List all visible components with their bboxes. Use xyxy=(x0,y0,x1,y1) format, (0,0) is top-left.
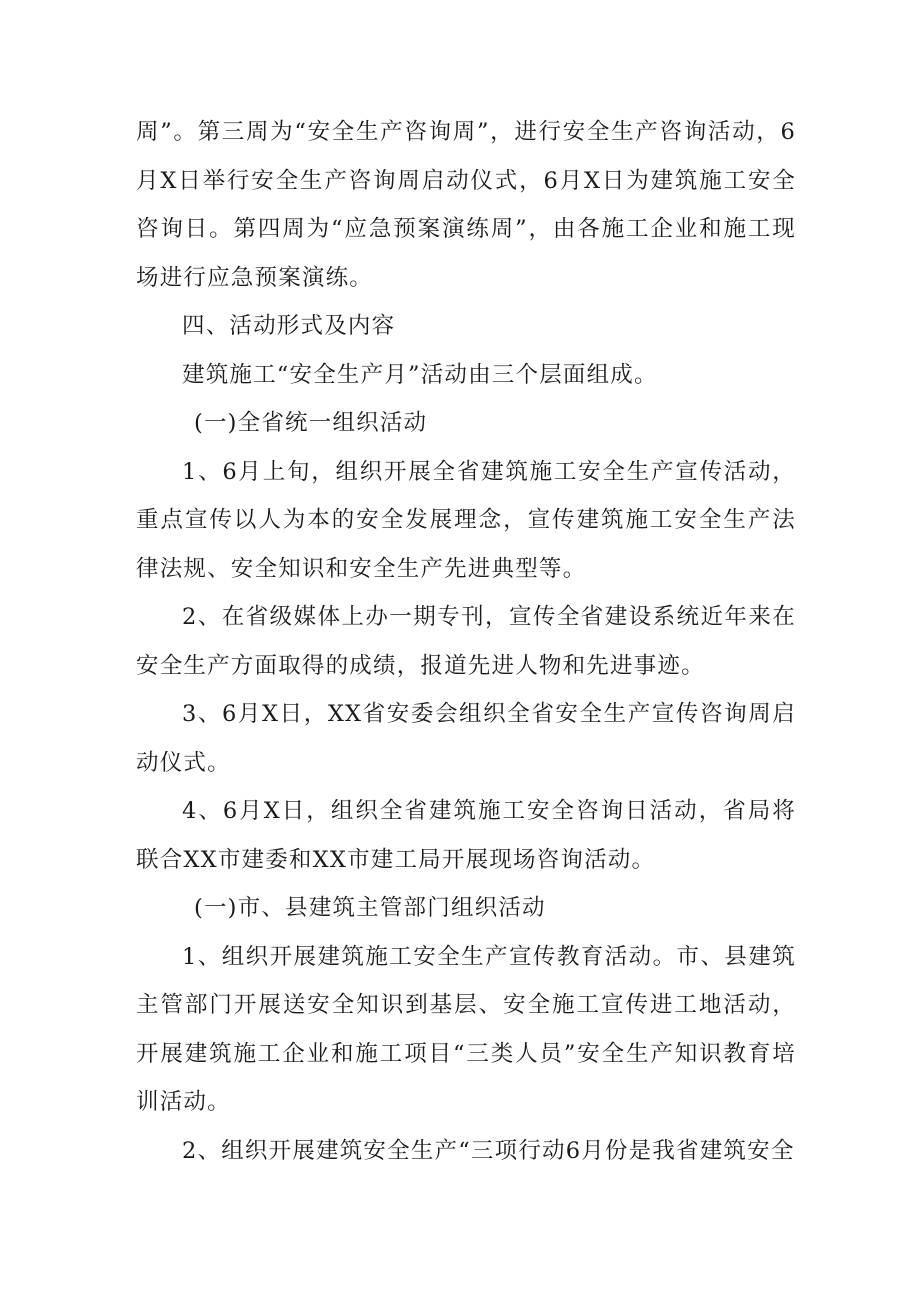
section-heading-4: 四、活动形式及内容 xyxy=(182,313,396,339)
list-item-1: 1、6月上旬，组织开展全省建筑施工安全生产宣传活动，重点宣传以人为本的安全发展理念，宣传建筑施工安全生产法律法规、安全知识和安全生产先进典型等。 xyxy=(136,458,796,582)
list-item-2: 2、在省级媒体上办一期专刊，宣传全省建设系统近年来在安全生产方面取得的成绩，报道先进人物和先进事迹。 xyxy=(136,604,796,679)
subsection-heading-2: (一)市、县建筑主管部门组织活动 xyxy=(194,895,546,921)
paragraph-1: 周”。第三周为“安全生产咨询周”，进行安全生产咨询活动，6月X日举行安全生产咨询周启动仪式，6月X日为建筑施工安全咨询日。第四周为“应急预案演练周”，由各施工企业和施工现场进行应急预案演练。 xyxy=(136,119,796,291)
paragraph-2: 建筑施工“安全生产月”活动由三个层面组成。 xyxy=(182,361,658,388)
list-item-4: 4、6月X日，组织全省建筑施工安全咨询日活动，省局将联合XX市建委和XX市建工局开展现场咨询活动。 xyxy=(136,798,796,873)
list-item-3: 3、6月X日，XX省安委会组织全省安全生产宣传咨询周启动仪式。 xyxy=(136,701,796,776)
list-item-6: 2、组织开展建筑安全生产“三项行动6月份是我省建筑安全 xyxy=(182,1137,795,1164)
list-item-5: 1、组织开展建筑施工安全生产宣传教育活动。市、县建筑主管部门开展送安全知识到基层、安全施工宣传进工地活动，开展建筑施工企业和施工项目“三类人员”安全生产知识教育培训活动。 xyxy=(136,943,796,1115)
subsection-heading-1: (一)全省统一组织活动 xyxy=(194,410,428,436)
document-page xyxy=(136,108,796,1175)
